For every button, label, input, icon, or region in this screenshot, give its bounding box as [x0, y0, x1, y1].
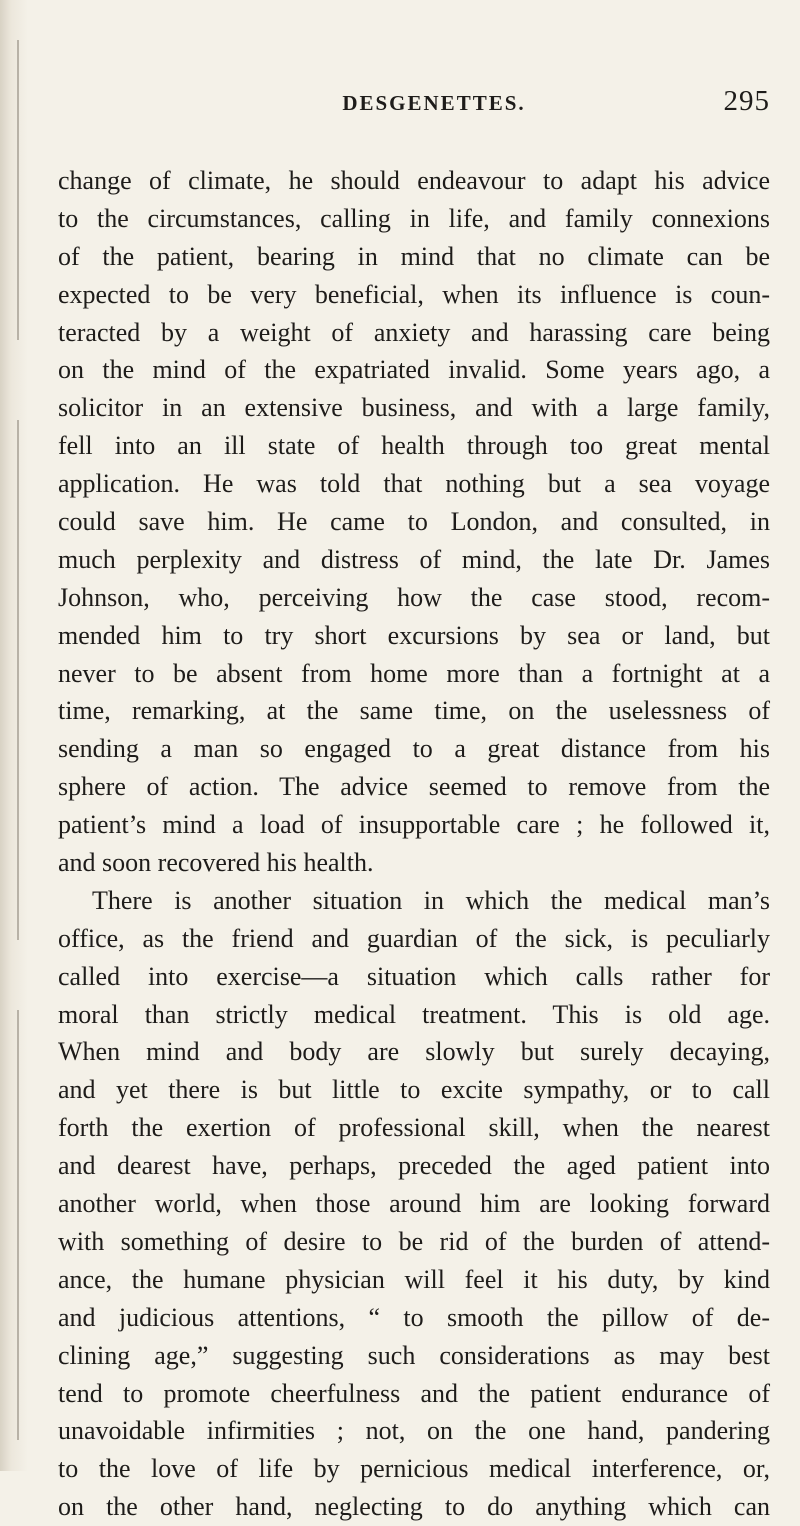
- text-line: unavoidable infirmities ; not, on the one hand, pandering: [58, 1416, 770, 1446]
- text-line: Johnson, who, perceiving how the case stood, recom-: [58, 582, 770, 612]
- text-line: application. He was told that nothing but a sea voyage: [58, 469, 770, 499]
- text-line: sending a man so engaged to a great distance from his: [58, 734, 770, 764]
- text-line-paragraph-start: There is another situation in which the medical man’s: [92, 885, 770, 915]
- text-line: with something of desire to be rid of the burden of attend-: [58, 1226, 770, 1256]
- text-line: teracted by a weight of anxiety and harassing care being: [58, 317, 770, 347]
- text-line-paragraph-end: and soon recovered his health.: [58, 848, 374, 878]
- running-head: DESGENETTES.: [342, 91, 526, 115]
- gutter-line: [17, 420, 19, 940]
- page-header: [58, 85, 770, 125]
- text-line: on the mind of the expatriated invalid. Some years ago, a: [58, 355, 770, 385]
- text-line: could save him. He came to London, and consulted, in: [58, 507, 770, 537]
- text-line: to the circumstances, calling in life, and family connexions: [58, 203, 770, 233]
- text-line: change of climate, he should endeavour to adapt his advice: [58, 166, 770, 195]
- body-text: [58, 162, 770, 1526]
- text-line: on the other hand, neglecting to do anything which can: [58, 1492, 770, 1522]
- text-line: forth the exertion of professional skill, when the nearest: [58, 1113, 770, 1143]
- text-line: called into exercise—a situation which calls rather for: [58, 961, 770, 991]
- text-line: and dearest have, perhaps, preceded the aged patient into: [58, 1151, 770, 1181]
- text-line: solicitor in an extensive business, and with a large family,: [58, 393, 770, 423]
- page-gutter-shadow: [0, 0, 28, 1471]
- page-number: 295: [723, 85, 770, 117]
- text-line: to the love of life by pernicious medical interference, or,: [58, 1454, 770, 1484]
- text-line: sphere of action. The advice seemed to remove from the: [58, 772, 770, 802]
- text-line: and yet there is but little to excite sympathy, or to call: [58, 1075, 770, 1105]
- text-line: expected to be very beneficial, when its influence is coun-: [58, 279, 770, 309]
- text-line: mended him to try short excursions by sea or land, but: [58, 620, 770, 650]
- text-line: ance, the humane physician will feel it his duty, by kind: [58, 1264, 770, 1294]
- text-line: tend to promote cheerfulness and the patient endurance of: [58, 1378, 770, 1408]
- text-line: never to be absent from home more than a fortnight at a: [58, 658, 770, 688]
- text-line: much perplexity and distress of mind, the late Dr. James: [58, 544, 770, 574]
- text-line: of the patient, bearing in mind that no climate can be: [58, 241, 770, 271]
- text-line: patient’s mind a load of insupportable care ; he followed it,: [58, 810, 770, 840]
- text-line: clining age,” suggesting such considerations as may best: [58, 1340, 770, 1370]
- text-line: and judicious attentions, “ to smooth the pillow of de-: [58, 1302, 770, 1332]
- gutter-line: [17, 40, 19, 340]
- text-line: moral than strictly medical treatment. This is old age.: [58, 999, 770, 1029]
- text-line: fell into an ill state of health through too great mental: [58, 431, 770, 461]
- text-line: another world, when those around him are looking forward: [58, 1189, 770, 1219]
- text-line: When mind and body are slowly but surely decaying,: [58, 1037, 770, 1067]
- gutter-line: [17, 1010, 19, 1440]
- text-line: time, remarking, at the same time, on the uselessness of: [58, 696, 770, 726]
- text-line: office, as the friend and guardian of the sick, is peculiarly: [58, 923, 770, 953]
